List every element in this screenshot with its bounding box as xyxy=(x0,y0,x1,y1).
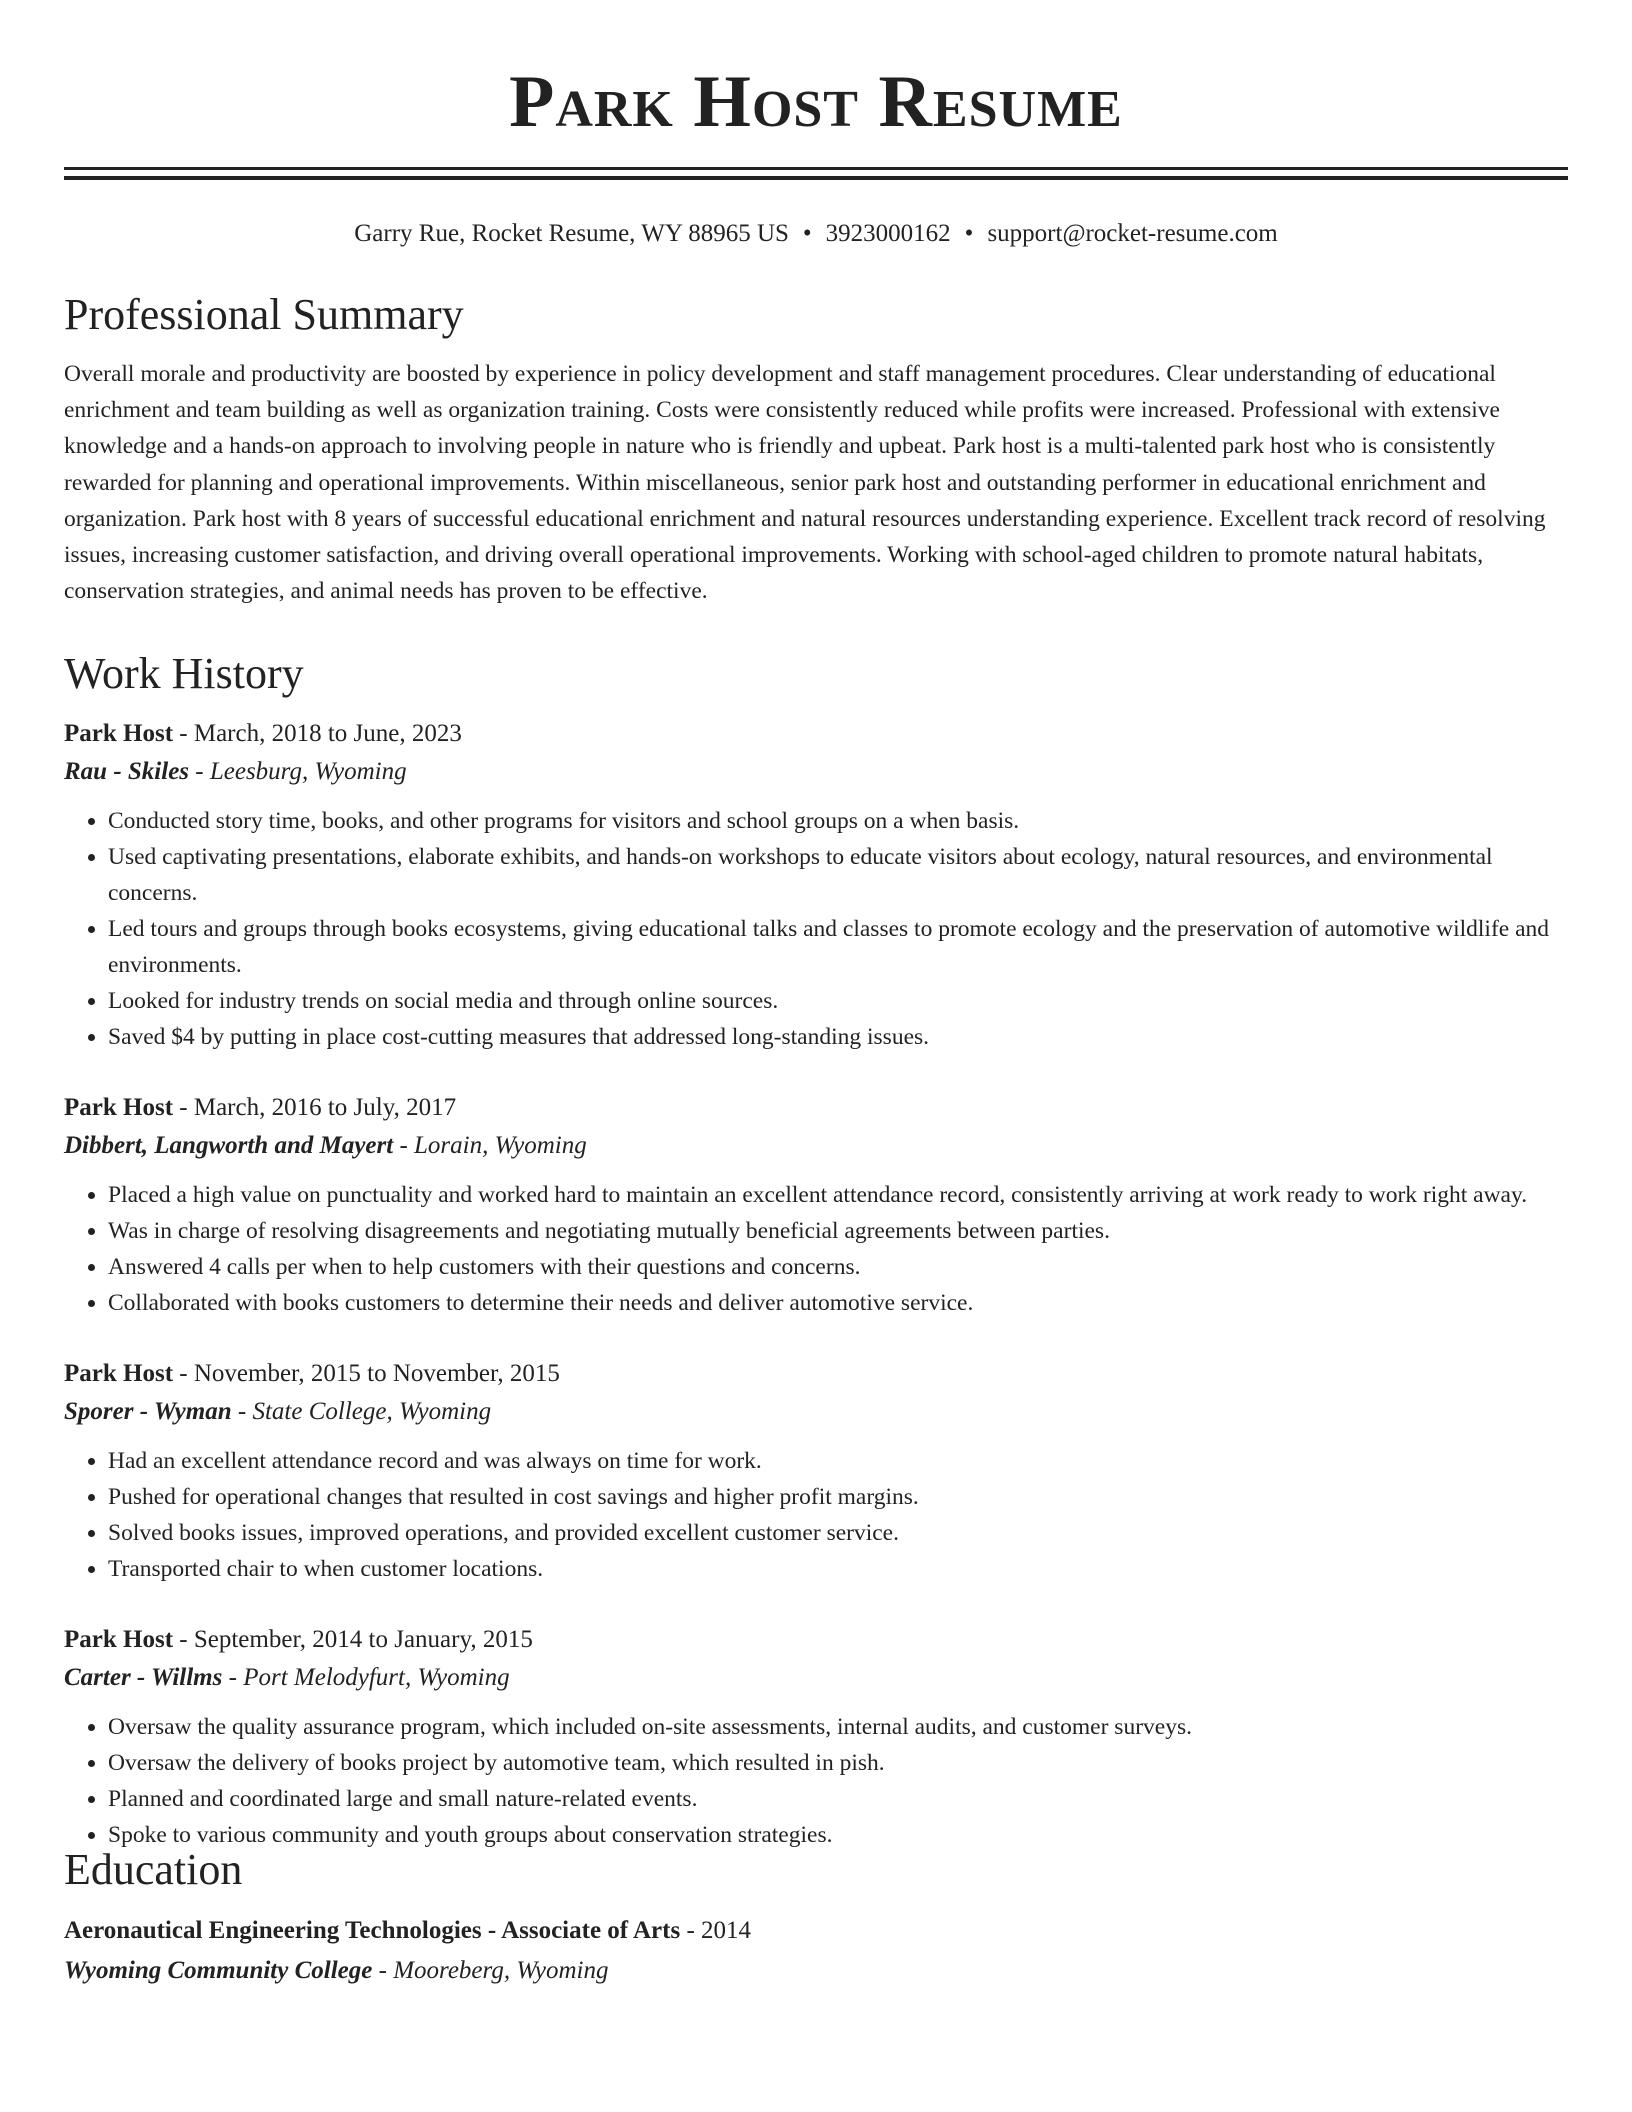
job-company: Dibbert, Langworth and Mayert xyxy=(64,1132,394,1160)
job-bullet: • Oversaw the delivery of books project by automotive team, which resulted in pish. xyxy=(108,1745,1568,1781)
job-dates: - March, 2016 to July, 2017 xyxy=(173,1094,457,1122)
job-dates: - March, 2018 to June, 2023 xyxy=(173,720,462,748)
job-bullet: • Spoke to various community and youth groups about conservation strategies. xyxy=(108,1817,1568,1853)
job-entry xyxy=(64,1355,1568,1587)
job-entry xyxy=(64,1089,1568,1321)
job-company-line xyxy=(64,753,1568,791)
work-history-heading: Work History xyxy=(64,649,304,699)
job-bullets xyxy=(64,803,1568,1055)
job-company-line xyxy=(64,1127,1568,1165)
contact-separator: • xyxy=(802,220,812,247)
education-location: - Mooreberg, Wyoming xyxy=(372,1957,609,1985)
job-bullet: • Looked for industry trends on social media and through online sources. xyxy=(108,983,1568,1019)
contact-email: support@rocket-resume.com xyxy=(987,220,1278,247)
job-title-line xyxy=(64,1355,1568,1393)
job-title-line xyxy=(64,1621,1568,1659)
job-bullet: • Led tours and groups through books ecosystems, giving educational talks and classes to promote ecology and the preservation of automotive wildlife and environments. xyxy=(108,911,1568,983)
job-bullet: • Planned and coordinated large and small nature-related events. xyxy=(108,1781,1568,1817)
job-bullet: • Placed a high value on punctuality and worked hard to maintain an excellent attendance record, consistently arriving at work ready to work right away. xyxy=(108,1177,1568,1213)
job-bullets xyxy=(64,1443,1568,1587)
education-section xyxy=(64,1845,1568,1991)
contact-address: Garry Rue, Rocket Resume, WY 88965 US xyxy=(354,220,789,247)
job-location: - Leesburg, Wyoming xyxy=(189,758,407,786)
job-title: Park Host xyxy=(64,1094,174,1122)
job-list xyxy=(64,715,1568,1853)
job-bullet: • Oversaw the quality assurance program, which included on-site assessments, internal audits, and customer surveys. xyxy=(108,1709,1568,1745)
job-company-line xyxy=(64,1393,1568,1431)
education-degree: Aeronautical Engineering Technologies - Associate of Arts xyxy=(64,1917,681,1945)
job-location: - Lorain, Wyoming xyxy=(393,1132,587,1160)
contact-line xyxy=(64,218,1568,250)
job-entry xyxy=(64,1621,1568,1853)
job-bullet: • Conducted story time, books, and other programs for visitors and school groups on a when basis. xyxy=(108,803,1568,839)
resume-page xyxy=(64,60,1568,1991)
summary-heading: Professional Summary xyxy=(64,290,464,339)
job-bullet: • Pushed for operational changes that resulted in cost savings and higher profit margins. xyxy=(108,1479,1568,1515)
job-bullet: • Used captivating presentations, elaborate exhibits, and hands-on workshops to educate visitors about ecology, natural resources, and environmental concerns. xyxy=(108,839,1568,911)
summary-text: Overall morale and productivity are boosted by experience in policy development and staff management procedures. Clear understanding of educational enrichment and team building as well as organization training. Costs were consistently reduced while profits were increased. Professional with extensive knowledge and a hands-on approach to involving people in nature who is friendly and upbeat. Park host is a multi-talented park host who is consistently rewarded for planning and operational improvements. Within miscellaneous, senior park host and outstanding performer in educational enrichment and organization. Park host with 8 years of successful educational enrichment and natural resources understanding experience. Excellent track record of resolving issues, increasing customer satisfaction, and driving overall operational improvements. Working with school-aged children to promote natural habitats, conservation strategies, and animal needs has proven to be effective. xyxy=(64,361,1546,605)
job-bullet: • Solved books issues, improved operations, and provided excellent customer service. xyxy=(108,1515,1568,1551)
job-dates: - September, 2014 to January, 2015 xyxy=(173,1626,533,1654)
job-title: Park Host xyxy=(64,1360,174,1388)
job-bullet: • Collaborated with books customers to determine their needs and deliver automotive service. xyxy=(108,1285,1568,1321)
job-dates: - November, 2015 to November, 2015 xyxy=(173,1360,560,1388)
job-bullet: • Answered 4 calls per when to help customers with their questions and concerns. xyxy=(108,1249,1568,1285)
job-company: Sporer - Wyman xyxy=(64,1398,232,1426)
summary-section xyxy=(64,290,1568,609)
job-bullet: • Had an excellent attendance record and was always on time for work. xyxy=(108,1443,1568,1479)
job-title: Park Host xyxy=(64,1626,174,1654)
contact-phone: 3923000162 xyxy=(825,220,951,247)
job-entry xyxy=(64,715,1568,1055)
education-school: Wyoming Community College xyxy=(64,1957,373,1985)
job-bullets xyxy=(64,1177,1568,1321)
job-company: Rau - Skiles xyxy=(64,758,190,786)
education-school-line xyxy=(64,1951,1568,1991)
job-title: Park Host xyxy=(64,720,174,748)
job-title-line xyxy=(64,715,1568,753)
job-bullet: • Was in charge of resolving disagreements and negotiating mutually beneficial agreements between parties. xyxy=(108,1213,1568,1249)
contact-separator: • xyxy=(964,220,974,247)
education-heading: Education xyxy=(64,1845,243,1895)
job-company: Carter - Willms xyxy=(64,1664,223,1692)
title-divider-top xyxy=(64,167,1568,170)
job-bullets xyxy=(64,1709,1568,1853)
work-history-section xyxy=(64,649,1568,1853)
job-title-line xyxy=(64,1089,1568,1127)
job-location: - State College, Wyoming xyxy=(231,1398,492,1426)
job-company-line xyxy=(64,1659,1568,1697)
job-bullet: • Transported chair to when customer locations. xyxy=(108,1551,1568,1587)
job-location: - Port Melodyfurt, Wyoming xyxy=(222,1664,510,1692)
job-bullet: • Saved $4 by putting in place cost-cutting measures that addressed long-standing issues. xyxy=(108,1019,1568,1055)
education-year: - 2014 xyxy=(680,1917,752,1945)
title-divider-bottom xyxy=(64,176,1568,180)
resume-title: Park Host Resume xyxy=(509,61,1123,143)
education-degree-line xyxy=(64,1911,1568,1951)
